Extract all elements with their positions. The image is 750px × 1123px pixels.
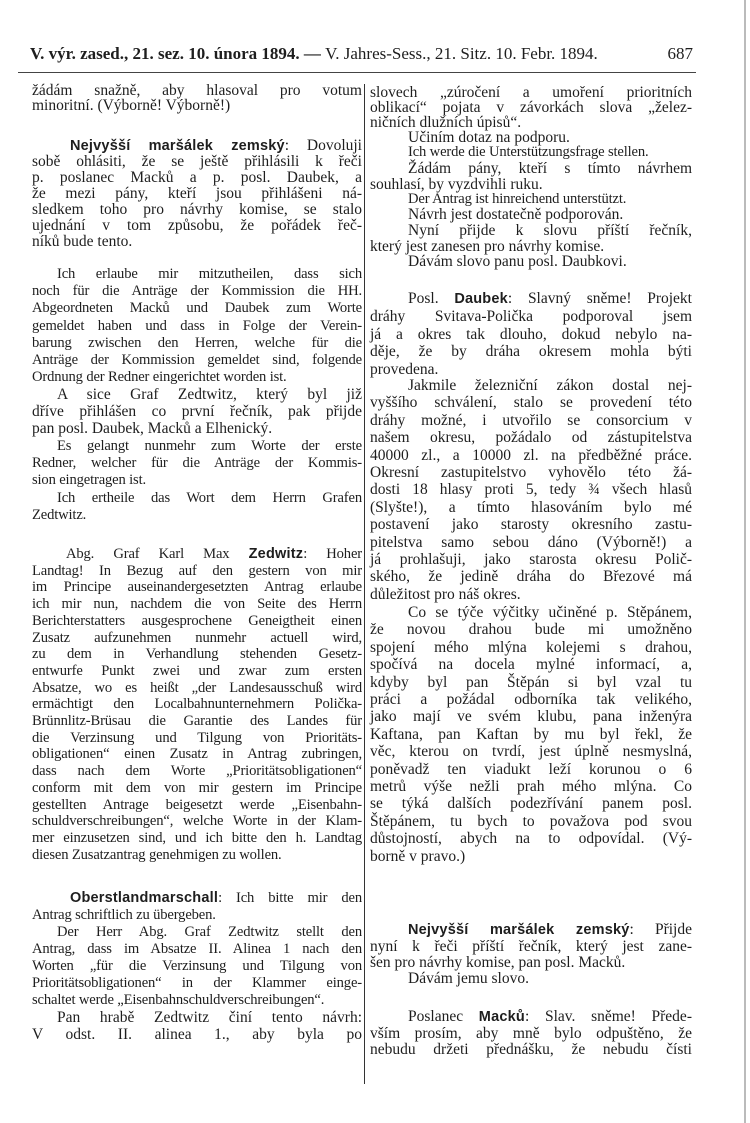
text-line: zu dem in Verhandlung stehenden Gesetz- xyxy=(32,646,362,663)
text-line: práci a požádal odborníka tak velikého, xyxy=(370,691,692,709)
text-line: obligationen“ einen Zusatz in Antrag zubringen, xyxy=(32,746,362,763)
speech-paragraph xyxy=(370,290,692,378)
text-line: oblikací“ pojata v závorkách slova „želez- xyxy=(370,99,692,116)
text-line xyxy=(32,138,362,154)
paragraph xyxy=(370,604,692,865)
text-line: Es gelangt nunmehr zum Worte der erste xyxy=(57,438,362,454)
paragraph xyxy=(370,145,692,161)
text-line: věc, kterou on tvrdí, jest úplně nesmyslná, xyxy=(370,743,692,761)
text-line: že novou drahou bude mi umožněno xyxy=(370,621,692,639)
text-line: Antrag schriftlich zu übergeben. xyxy=(32,907,216,923)
header-title xyxy=(30,44,598,64)
text-line xyxy=(370,1009,692,1026)
page-number: 687 xyxy=(667,44,693,63)
paragraph xyxy=(370,207,692,223)
text-line: děje, že by dráha okresem mohla býti xyxy=(370,343,692,361)
text-line: Der Antrag ist hinreichend unterstützt. xyxy=(408,191,627,207)
text-line: sledkem toho pro návrhy komise, se stalo xyxy=(32,201,362,218)
column-divider xyxy=(364,84,365,1084)
speaker-name: Daubek xyxy=(454,291,508,307)
text-line: Worten „für die Verzinsung und Tilgung von xyxy=(32,958,362,974)
text-line: ich mir nun, nachdem die von Seite des Herrn xyxy=(32,596,362,613)
text-line: schuldverschreibungen“, welche Worte in der Klam- xyxy=(32,813,362,830)
speaker-title: Posl. xyxy=(408,290,455,307)
speaker-name: Nejvyšší maršálek zemský xyxy=(70,138,285,154)
text-line: poněvadž ten viadukt leží korunou o 6 xyxy=(370,760,692,778)
paragraph xyxy=(32,1009,362,1043)
text-line: Redner, welcher für die Anträge der Kommis- xyxy=(32,455,362,471)
text-line: p. poslanec Macků a p. posl. Daubek, a xyxy=(32,169,362,186)
text-line: který jest zanesen pro návrhy komise. xyxy=(370,237,605,255)
text-line xyxy=(370,290,692,308)
text-line: Absatze, wo es heißt „der Landesausschuß wird xyxy=(32,679,362,696)
text-line: nyní k řeči příští řečník, který jest zane- xyxy=(370,937,692,955)
text-line: Ich werde die Unterstützungsfrage stellen. xyxy=(408,144,649,160)
text-line: dráhy Svitava-Polička podporoval jsem xyxy=(370,308,692,326)
paragraph xyxy=(32,84,362,113)
text-line: Štěpánem, tu bych to považova pod svou xyxy=(370,812,692,830)
text-line: entwurfe Punkt zwei und zwar zum ersten xyxy=(32,662,362,679)
text-line: ujednání v tom způsobu, že pořádek řeč- xyxy=(32,217,362,234)
paragraph xyxy=(32,924,362,1009)
text-line: nebudu držeti přednášku, že nebudu čísti xyxy=(370,1041,692,1058)
text-line: žádám snažně, aby hlasoval pro votum xyxy=(32,82,362,99)
speaker-name: Zedwitz xyxy=(248,546,304,562)
speech-paragraph xyxy=(32,546,362,863)
text-line: borně v pravo.) xyxy=(370,847,466,865)
text-line: Ich erlaube mir mitzutheilen, dass sich xyxy=(57,266,362,282)
text-line: Landtag! In Bezug auf den gestern von mir xyxy=(32,562,362,579)
text-line: minoritní. (Výborně! Výborně!) xyxy=(32,96,231,114)
paragraph xyxy=(370,161,692,192)
text-line: Zusatz aufzunehmen nunmehr actuell wird, xyxy=(32,629,362,646)
text-line: diesen Zusatzantrag genehmigen zu wollen. xyxy=(32,846,282,863)
text-line: dříve přihlášen co první řečník, pak přijde xyxy=(32,403,362,420)
text-line: V odst. II. alinea 1., aby byla po xyxy=(32,1026,362,1043)
text-line: Návrh jest dostatečně podporován. xyxy=(408,206,624,223)
speech-text: : Hoher xyxy=(303,546,362,562)
text-line: Pan hrabě Zedtwitz činí tento návrh: xyxy=(57,1009,362,1026)
text-line xyxy=(32,546,362,563)
text-line: Ich ertheile das Wort dem Herrn Grafen xyxy=(57,490,362,506)
speaker-name: Nejvyšší maršálek zemský xyxy=(408,922,630,938)
text-line: se týká dalších podezřívání panem posl. xyxy=(370,795,692,813)
text-line: našem okresu, požádalo od zástupitelstva xyxy=(370,429,692,447)
text-line: Antrag, dass im Absatze II. Alinea 1 nach den xyxy=(32,941,362,957)
text-line: já a okres tak dlouho, dokud nebylo na- xyxy=(370,325,692,343)
text-line: noch für die Anträge der Kommission die HH. xyxy=(32,283,362,300)
running-header xyxy=(30,44,693,70)
text-line: conform mit dem von mir gestern im Principe xyxy=(32,779,362,796)
text-line: spočívá na docela mylné informací, a, xyxy=(370,656,692,674)
text-line: že mezi pány, kteří jsou přihlášeni ná- xyxy=(32,185,362,202)
paragraph xyxy=(32,266,362,386)
text-line: Prioritätsobligationen“ in der Klammer einge- xyxy=(32,975,362,991)
header-rule xyxy=(18,72,696,73)
text-line: vším prosím, aby mně bylo odpuštěno, že xyxy=(370,1024,692,1042)
speech-paragraph xyxy=(32,890,362,924)
text-line: Berichterstatters ausgesprochene Geneigtheit einen xyxy=(32,612,362,629)
paragraph xyxy=(32,490,362,524)
speech-paragraph xyxy=(370,922,692,972)
paragraph xyxy=(370,85,692,130)
text-line: metrů výše nežli prah mého mlýna. Co xyxy=(370,778,692,796)
paragraph xyxy=(370,223,692,254)
text-line: Učiním dotaz na podporu. xyxy=(408,129,570,146)
text-line: vyššího schválení, stalo se provedení této xyxy=(370,394,692,412)
text-line: im Principe auseinandergesetzten Antrag erlaube xyxy=(32,579,362,596)
paragraph xyxy=(370,377,692,603)
text-line: jako mají ve svém klubu, pana inženýra xyxy=(370,708,692,726)
scan-edge xyxy=(744,0,746,1123)
text-line: Dávám slovo panu posl. Daubkovi. xyxy=(408,253,627,270)
text-line: spojení mého mlýna kolejemi s drahou, xyxy=(370,638,692,656)
text-line: provedena. xyxy=(370,360,439,378)
speaker-name: Macků xyxy=(478,1009,525,1025)
speech-text: : Přijde xyxy=(629,921,692,938)
text-line: gemeldet haben und dass in Folge der Verein- xyxy=(32,317,362,334)
text-line: sobě ohlásiti, že se ještě přihlásili k řeči xyxy=(32,153,362,170)
text-line: důstojností, abych na to odpovídal. (Vý- xyxy=(370,830,692,848)
speech-paragraph xyxy=(32,138,362,250)
text-line: dass nach dem Worte „Prioritätsobligationen“ xyxy=(32,763,362,780)
text-line: Brünnlitz-Brüsau die Garantie des Landes für xyxy=(32,713,362,730)
text-line: barung zwischen den Herren, welche für die xyxy=(32,334,362,351)
text-line: dosti 18 hlasy proti 5, tedy ¾ všech hlasů xyxy=(370,481,692,499)
text-line: ského, že jedině dráha do Březové má xyxy=(370,568,692,586)
text-line: kdyby byl pan Štěpán si byl vzal tu xyxy=(370,673,692,691)
speech-text: : Ich bitte mir den xyxy=(218,890,362,906)
speech-text: : Dovoluji xyxy=(284,137,362,154)
text-line: sion eingetragen ist. xyxy=(32,472,146,488)
text-line: (Slyšte!), a tímto hlasováním bylo mé xyxy=(370,498,692,516)
text-line: pan posl. Daubek, Macků a Elhenický. xyxy=(32,420,273,437)
text-line: Nyní přijde k slovu příští řečník, xyxy=(408,222,692,239)
text-line: Kaftana, pan Kaftan by mu byl řekl, že xyxy=(370,725,692,743)
text-line: já prohlašuji, jako starosta okresu Polič- xyxy=(370,551,692,569)
header-german: V. Jahres-Sess., 21. Sitz. 10. Febr. 1894. xyxy=(325,44,598,63)
text-line: Abgeordneten Macků und Daubek zum Worte xyxy=(32,300,362,317)
text-line: Anträge der Kommission gemeldet sind, folgende xyxy=(32,352,362,369)
text-line: Dávám jemu slovo. xyxy=(408,970,529,987)
text-line: postavení jako starosty okresního zastu- xyxy=(370,516,692,534)
text-line: gestellten Antrage beigesetzt werde „Eisenbahn- xyxy=(32,796,362,813)
text-line: die Verzinsung und Tilgung von Prioritäts- xyxy=(32,729,362,746)
text-line xyxy=(370,922,692,939)
text-line: slovech „zúročení a umoření prioritních xyxy=(370,84,692,101)
text-line: Co se týče výčitky učiněné p. Stěpánem, xyxy=(408,604,692,621)
text-line: dráhy možné, i utvořilo se consorcium v xyxy=(370,411,692,429)
text-line: souhlasí, by vyzdvihli ruku. xyxy=(370,175,543,193)
text-line: Ordnung der Redner eingerichtet worden ist. xyxy=(32,369,287,386)
text-line: schaltet werde „Eisenbahnschuldverschreibungen“. xyxy=(32,992,325,1008)
text-line xyxy=(32,890,362,907)
paragraph xyxy=(32,386,362,437)
speech-text: : Slav. sněme! Přede- xyxy=(524,1008,692,1025)
text-line: mer einzusetzen sind, und ich bitte den h. Landtag xyxy=(32,829,362,846)
paragraph xyxy=(32,438,362,489)
text-line: Žádám pány, kteří s tímto návrhem xyxy=(408,160,692,177)
text-line: A sice Graf Zedtwitz, který byl již xyxy=(57,386,362,403)
text-line: Okresní zastupitelstvo vyhovělo této žá- xyxy=(370,464,692,482)
text-line: níků bude tento. xyxy=(32,233,133,250)
text-line: Zedtwitz. xyxy=(32,507,87,523)
text-line: důležitost pro náš okres. xyxy=(370,585,521,603)
speech-text: : Slavný sněme! Projekt xyxy=(507,290,692,307)
header-czech: V. výr. zased., 21. sez. 10. února 1894. — xyxy=(30,44,326,63)
speaker-title: Abg. Graf Karl Max xyxy=(66,546,249,562)
text-line: šen pro návrhy komise, pan posl. Macků. xyxy=(370,954,626,971)
speaker-title: Poslanec xyxy=(408,1008,479,1025)
text-line: 40000 zl., a 10000 zl. na předběžné práce. xyxy=(370,446,692,464)
speaker-name: Oberstlandmarschall xyxy=(70,890,219,906)
text-line: pitelstva samo sebou dáno (Výborně!) a xyxy=(370,533,692,551)
text-line: ermächtigt den Localbahnunternehmern Polička- xyxy=(32,696,362,713)
text-line: ničních dlužních úpisů“. xyxy=(370,114,522,131)
text-line: Jakmile železniční zákon dostal nej- xyxy=(408,377,692,394)
text-line: Der Herr Abg. Graf Zedtwitz stellt den xyxy=(57,924,362,940)
speech-paragraph xyxy=(370,1009,692,1059)
paragraph xyxy=(370,254,692,270)
paragraph xyxy=(370,971,692,988)
